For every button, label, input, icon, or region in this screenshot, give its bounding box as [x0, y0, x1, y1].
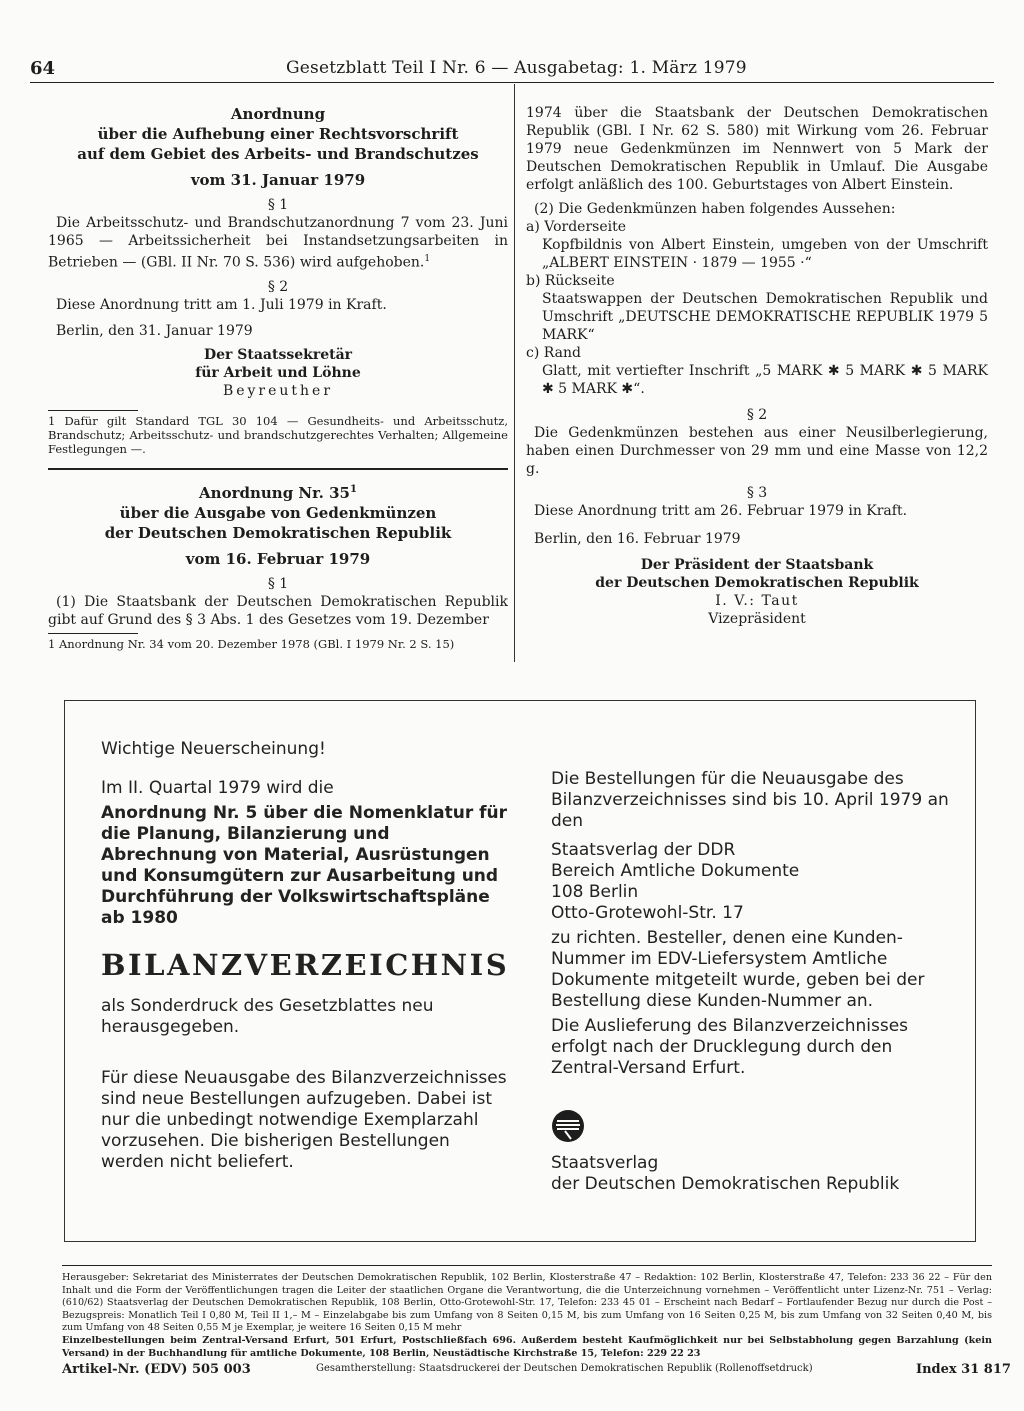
- announcement-box: [64, 700, 976, 1242]
- announcement-right: [551, 769, 951, 1195]
- printer-note: Gesamtherstellung: Staatsdruckerei der Deutschen Demokratischen Republik (Rollenoffsetdruck): [316, 1363, 813, 1374]
- ann2-continuation: 1974 über die Staatsbank der Deutschen Demokratischen Republik (GBl. I Nr. 62 S. 580) mit Wirkung vom 26. Februar 1979 neue Gedenkmünzen im Nennwert von 5 Mark der Deutschen Demokratischen Republik in Umlauf. Die Ausgabe erfolgt anläßlich des 100. Geburtstages von Albert Einstein.: [526, 105, 988, 193]
- ann2-section-1-text: (1) Die Staatsbank der Deutschen Demokratischen Republik gibt auf Grund des § 3 Abs. 1 des Gesetzes vom 19. Dezember: [48, 593, 508, 628]
- coin-item: [526, 218, 988, 272]
- address-line: Staatsverlag der DDR: [551, 840, 736, 860]
- coin-item: [526, 344, 988, 398]
- address-line: Otto-Grotewohl-Str. 17: [551, 903, 744, 923]
- coin-item-label: c) Rand: [526, 345, 581, 361]
- address-line: Bereich Amtliche Dokumente: [551, 861, 800, 881]
- announcement-kicker: Wichtige Neuerscheinung!: [101, 739, 326, 759]
- ann1-heading: [48, 104, 508, 164]
- ann2-section-3-title: § 3: [746, 485, 768, 501]
- ann2-heading: [48, 480, 508, 543]
- ann1-date: vom 31. Januar 1979: [190, 171, 366, 189]
- announcement-note: Für diese Neuausgabe des Bilanzverzeichnisses sind neue Bestellungen aufzugeben. Dabei ist nur die unbedingt notwendige Exemplarzahl vorzusehen. Die bisherigen Bestellungen werden nicht beliefert.: [101, 1068, 507, 1172]
- section-separator: [48, 468, 508, 470]
- footnote-rule: [48, 410, 138, 411]
- announcement-customers: zu richten. Besteller, denen eine Kunden-Nummer im EDV-Liefersystem Amtliche Dokumente mitgeteilt wurde, geben bei der Bestellung diese Kunden-Nummer an.: [551, 928, 925, 1011]
- imprint-text: Herausgeber: Sekretariat des Ministerrates der Deutschen Demokratischen Republik, 102 Berlin, Klosterstraße 47 – Redaktion: 102 Berlin, Klosterstraße 47, Telefon: 233 36 22 – Für den Inhalt und die Form der Veröffentlichungen tragen die Leiter der staatlichen Organe die Verantwortung, die die Unterzeichnung vornehmen – Veröffentlicht unter Lizenz-Nr. 751 – Verlag: (610/62) Staatsverlag der Deutschen Demokratischen Republik, 108 Berlin, Otto-Grotewohl-Str. 17, Telefon: 233 45 01 – Erscheint nach Bedarf – Fortlaufender Bezug nur durch die Post – Bezugspreis: Monatlich Teil I 0,80 M, Teil II 1,– M – Einzelabgabe bis zum Umfang von 8 Seiten 0,15 M, bis zum Umfang von 16 Seiten 0,25 M, bis zum Umfang von 32 Seiten 0,40 M, bis zum Umfang von 48 Seiten 0,55 M je Exemplar, je weitere 16 Seiten 0,15 M mehr: [62, 1272, 992, 1334]
- ann1-heading-line: auf dem Gebiet des Arbeits- und Brandschutzes: [77, 145, 479, 163]
- ann2-section-2-title: § 2: [746, 407, 768, 423]
- publisher-name: Staatsverlag: [551, 1153, 659, 1173]
- footnote-rule: [48, 633, 138, 634]
- imprint-footer: [62, 1265, 992, 1360]
- ann2-section-2-text: Die Gedenkmünzen bestehen aus einer Neusilberlegierung, haben einen Durchmesser von 29 mm und eine Masse von 12,2 g.: [526, 425, 988, 477]
- ann1-signer-title: Der Staatssekretär: [203, 346, 353, 363]
- ann2-signer-name: I. V.: Taut: [715, 593, 799, 609]
- ann2-heading-line: Anordnung Nr. $35^1$: [199, 483, 357, 502]
- ann2-section-1-title: § 1: [267, 575, 289, 592]
- ann2-place-date: Berlin, den 16. Februar 1979: [534, 531, 741, 547]
- announcement-intro: Im II. Quartal 1979 wird die: [101, 778, 334, 798]
- imprint-einzel: Einzelbestellungen beim Zentral-Versand Erfurt, 501 Erfurt, Postschließfach 696. Außerdem besteht Kaufmöglichkeit nur bei Selbstabholung gegen Barzahlung (kein Versand) in der Buchhandlung für amtliche Dokumente, 108 Berlin, Neustädtische Kirchstraße 15, Telefon: 229 22 23: [62, 1334, 992, 1359]
- coin-item-text: Staatswappen der Deutschen Demokratischen Republik und Umschrift „DEUTSCHE DEMOKRATISCHE REPUBLIK 1979 5 MARK“: [542, 291, 988, 343]
- running-header: Gesetzblatt Teil I Nr. 6 — Ausgabetag: 1. März 1979: [286, 58, 747, 78]
- article-number: Artikel-Nr. (EDV) 505 003: [62, 1362, 251, 1377]
- header-rule: [30, 82, 994, 83]
- right-column: [526, 104, 988, 628]
- ann2-signer-title: der Deutschen Demokratischen Republik: [595, 575, 919, 591]
- announcement-sonderdruck: als Sonderdruck des Gesetzblattes neu herausgegeben.: [101, 996, 434, 1037]
- ann2-footnote: 1 Anordnung Nr. 34 vom 20. Dezember 1978 (GBl. I 1979 Nr. 2 S. 15): [48, 636, 455, 651]
- page-number: 64: [30, 58, 56, 79]
- left-column: [48, 104, 508, 651]
- footnote-ref: 1: [349, 483, 357, 495]
- ann1-heading-line: Anordnung: [230, 105, 326, 123]
- announcement-title: Anordnung Nr. 5 über die Nomenklatur für die Planung, Bilanzierung und Abrechnung von Material, Ausrüstungen und Konsumgütern zur Ausarbeitung und Durchführung der Volkswirtschaftspläne ab 1980: [101, 803, 508, 928]
- ann1-signer-title: für Arbeit und Löhne: [195, 364, 361, 381]
- coin-item-label: b) Rückseite: [526, 273, 615, 289]
- announcement-orders: Die Bestellungen für die Neuausgabe des Bilanzverzeichnisses sind bis 10. April 1979 an den: [551, 769, 949, 831]
- announcement-address: [551, 840, 951, 924]
- coin-item-label: a) Vorderseite: [526, 219, 627, 235]
- announcement-big-title: BILANZVERZEICHNIS: [101, 948, 510, 982]
- column-divider: [514, 84, 515, 662]
- ann1-section-1-title: § 1: [267, 197, 289, 213]
- announcement-delivery: Die Auslieferung des Bilanzverzeichnisses erfolgt nach der Drucklegung durch den Zentral-Versand Erfurt.: [551, 1016, 909, 1078]
- publisher-logo-icon: [551, 1109, 951, 1149]
- ann1-place-date: Berlin, den 31. Januar 1979: [56, 322, 253, 339]
- ann1-section-2-text: Diese Anordnung tritt am 1. Juli 1979 in Kraft.: [56, 296, 387, 313]
- footnote-ref: 1: [424, 254, 431, 264]
- ann2-signer-role: Vizepräsident: [708, 611, 806, 627]
- ann2-section-1-para-2: (2) Die Gedenkmünzen haben folgendes Aussehen:: [534, 201, 896, 217]
- index-number: Index 31 817: [916, 1362, 1011, 1377]
- ann1-section-2-title: § 2: [267, 278, 289, 295]
- ann1-footnote: 1 Dafür gilt Standard TGL 30 104 — Gesundheits- und Arbeitsschutz, Brandschutz; Arbeitsschutz- und brandschutzgerechtes Verhalten; Allgemeine Festlegungen —.: [48, 413, 508, 456]
- ann2-date: vom 16. Februar 1979: [185, 549, 371, 568]
- coin-item-text: Glatt, mit vertiefter Inschrift „5 MARK ✱ 5 MARK ✱ 5 MARK ✱ 5 MARK ✱“.: [542, 363, 988, 397]
- ann2-heading-line: der Deutschen Demokratischen Republik: [104, 523, 452, 542]
- publisher-name: der Deutschen Demokratischen Republik: [551, 1174, 900, 1194]
- ann1-heading-line: über die Aufhebung einer Rechtsvorschrift: [97, 125, 459, 143]
- ann2-signer-title: Der Präsident der Staatsbank: [640, 557, 874, 573]
- announcement-left: [101, 739, 511, 1173]
- coin-item: [526, 272, 988, 344]
- ann1-section-1-text: Die Arbeitsschutz- und Brandschutzanordnung 7 vom 23. Juni 1965 — Arbeitssicherheit bei Instandsetzungsarbeiten in Betrieben — (GBl. II Nr. 70 S. 536) wird aufgehoben.$^1$: [48, 215, 508, 271]
- ann2-section-3-text: Diese Anordnung tritt am 26. Februar 1979 in Kraft.: [534, 503, 908, 519]
- address-line: 108 Berlin: [551, 882, 639, 902]
- ann2-heading-line: über die Ausgabe von Gedenkmünzen: [119, 503, 437, 522]
- ann1-signer-name: Beyreuther: [222, 382, 334, 399]
- coin-item-text: Kopfbildnis von Albert Einstein, umgeben von der Umschrift „ALBERT EINSTEIN · 1879 — 1955 ·“: [542, 237, 988, 271]
